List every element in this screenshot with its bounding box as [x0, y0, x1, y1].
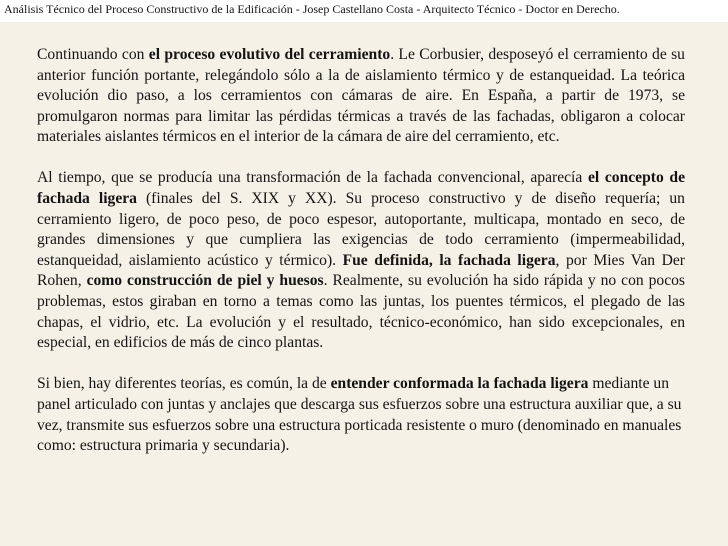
paragraph-1-bold-1: el proceso evolutivo del cerramiento — [148, 46, 391, 63]
header-text: Análisis Técnico del Proceso Constructivo de la Edificación - Josep Castellano Costa - Arquitecto Técnico - Doctor en Derecho. — [4, 2, 620, 16]
paragraph-3-text-1: Si bien, hay diferentes teorías, es común, la de — [37, 375, 331, 393]
paragraph-2-bold-1: el concepto de fachada ligera — [37, 169, 685, 208]
paragraph-2 — [37, 168, 685, 353]
paragraph-2-text-2: (finales del S. XIX y XX). Su proceso constructivo y de diseño requería; un cerramiento ligero, de poco peso, de poco espesor, autoportante, multicapa, montado en seco, de grandes dimensiones y que cumpliera las exigencias de todo cerramiento (impermeabilidad, estanqueidad, aislamiento acústico y térmico). — [37, 190, 685, 269]
paragraph-3 — [37, 374, 685, 456]
paragraph-1-text-2: . Le Corbusier, desposeyó el cerramiento de su anterior función portante, relegándolo sólo a la de aislamiento térmico y de estanqueidad. La teórica evolución dio paso, a los cerramientos con cámaras de aire. En España, a partir de 1973, se promulgaron normas para limitar las pérdidas térmicas a través de las fachadas, obligaron a colocar materiales aislantes térmicos en el interior de la cámara de aire del cerramiento, etc. — [37, 46, 685, 146]
paragraph-2-bold-2: Fue definida, la fachada ligera — [342, 251, 556, 269]
paragraph-2-text-3: , por Mies Van Der Rohen, — [37, 251, 685, 290]
document-body — [37, 45, 685, 457]
paragraph-1 — [37, 45, 685, 148]
document-header — [0, 0, 728, 22]
paragraph-3-text-2: mediante un panel articulado con juntas y anclajes que descarga sus esfuerzos sobre una estructura auxiliar que, a su vez, transmite sus esfuerzos sobre una estructura porticada resistente o muro (denominado en manuales como: estructura primaria y secundaria). — [37, 375, 682, 455]
paragraph-2-text-4: . Realmente, su evolución ha sido rápida y no con pocos problemas, estos giraban en torno a temas como las juntas, los puentes térmicos, el plegado de las chapas, el vidrio, etc. La evolución y el resultado, técnico-económico, han sido excepcionales, en especial, en edificios de más de cinco plantas. — [37, 272, 685, 352]
paragraph-3-bold-1: entender conformada la fachada ligera — [330, 375, 589, 393]
paragraph-2-bold-3: como construcción de piel y huesos — [86, 272, 324, 290]
paragraph-2-text-1: Al tiempo, que se producía una transformación de la fachada convencional, aparecía — [37, 169, 588, 187]
paragraph-1-text-1: Continuando con — [37, 46, 149, 63]
